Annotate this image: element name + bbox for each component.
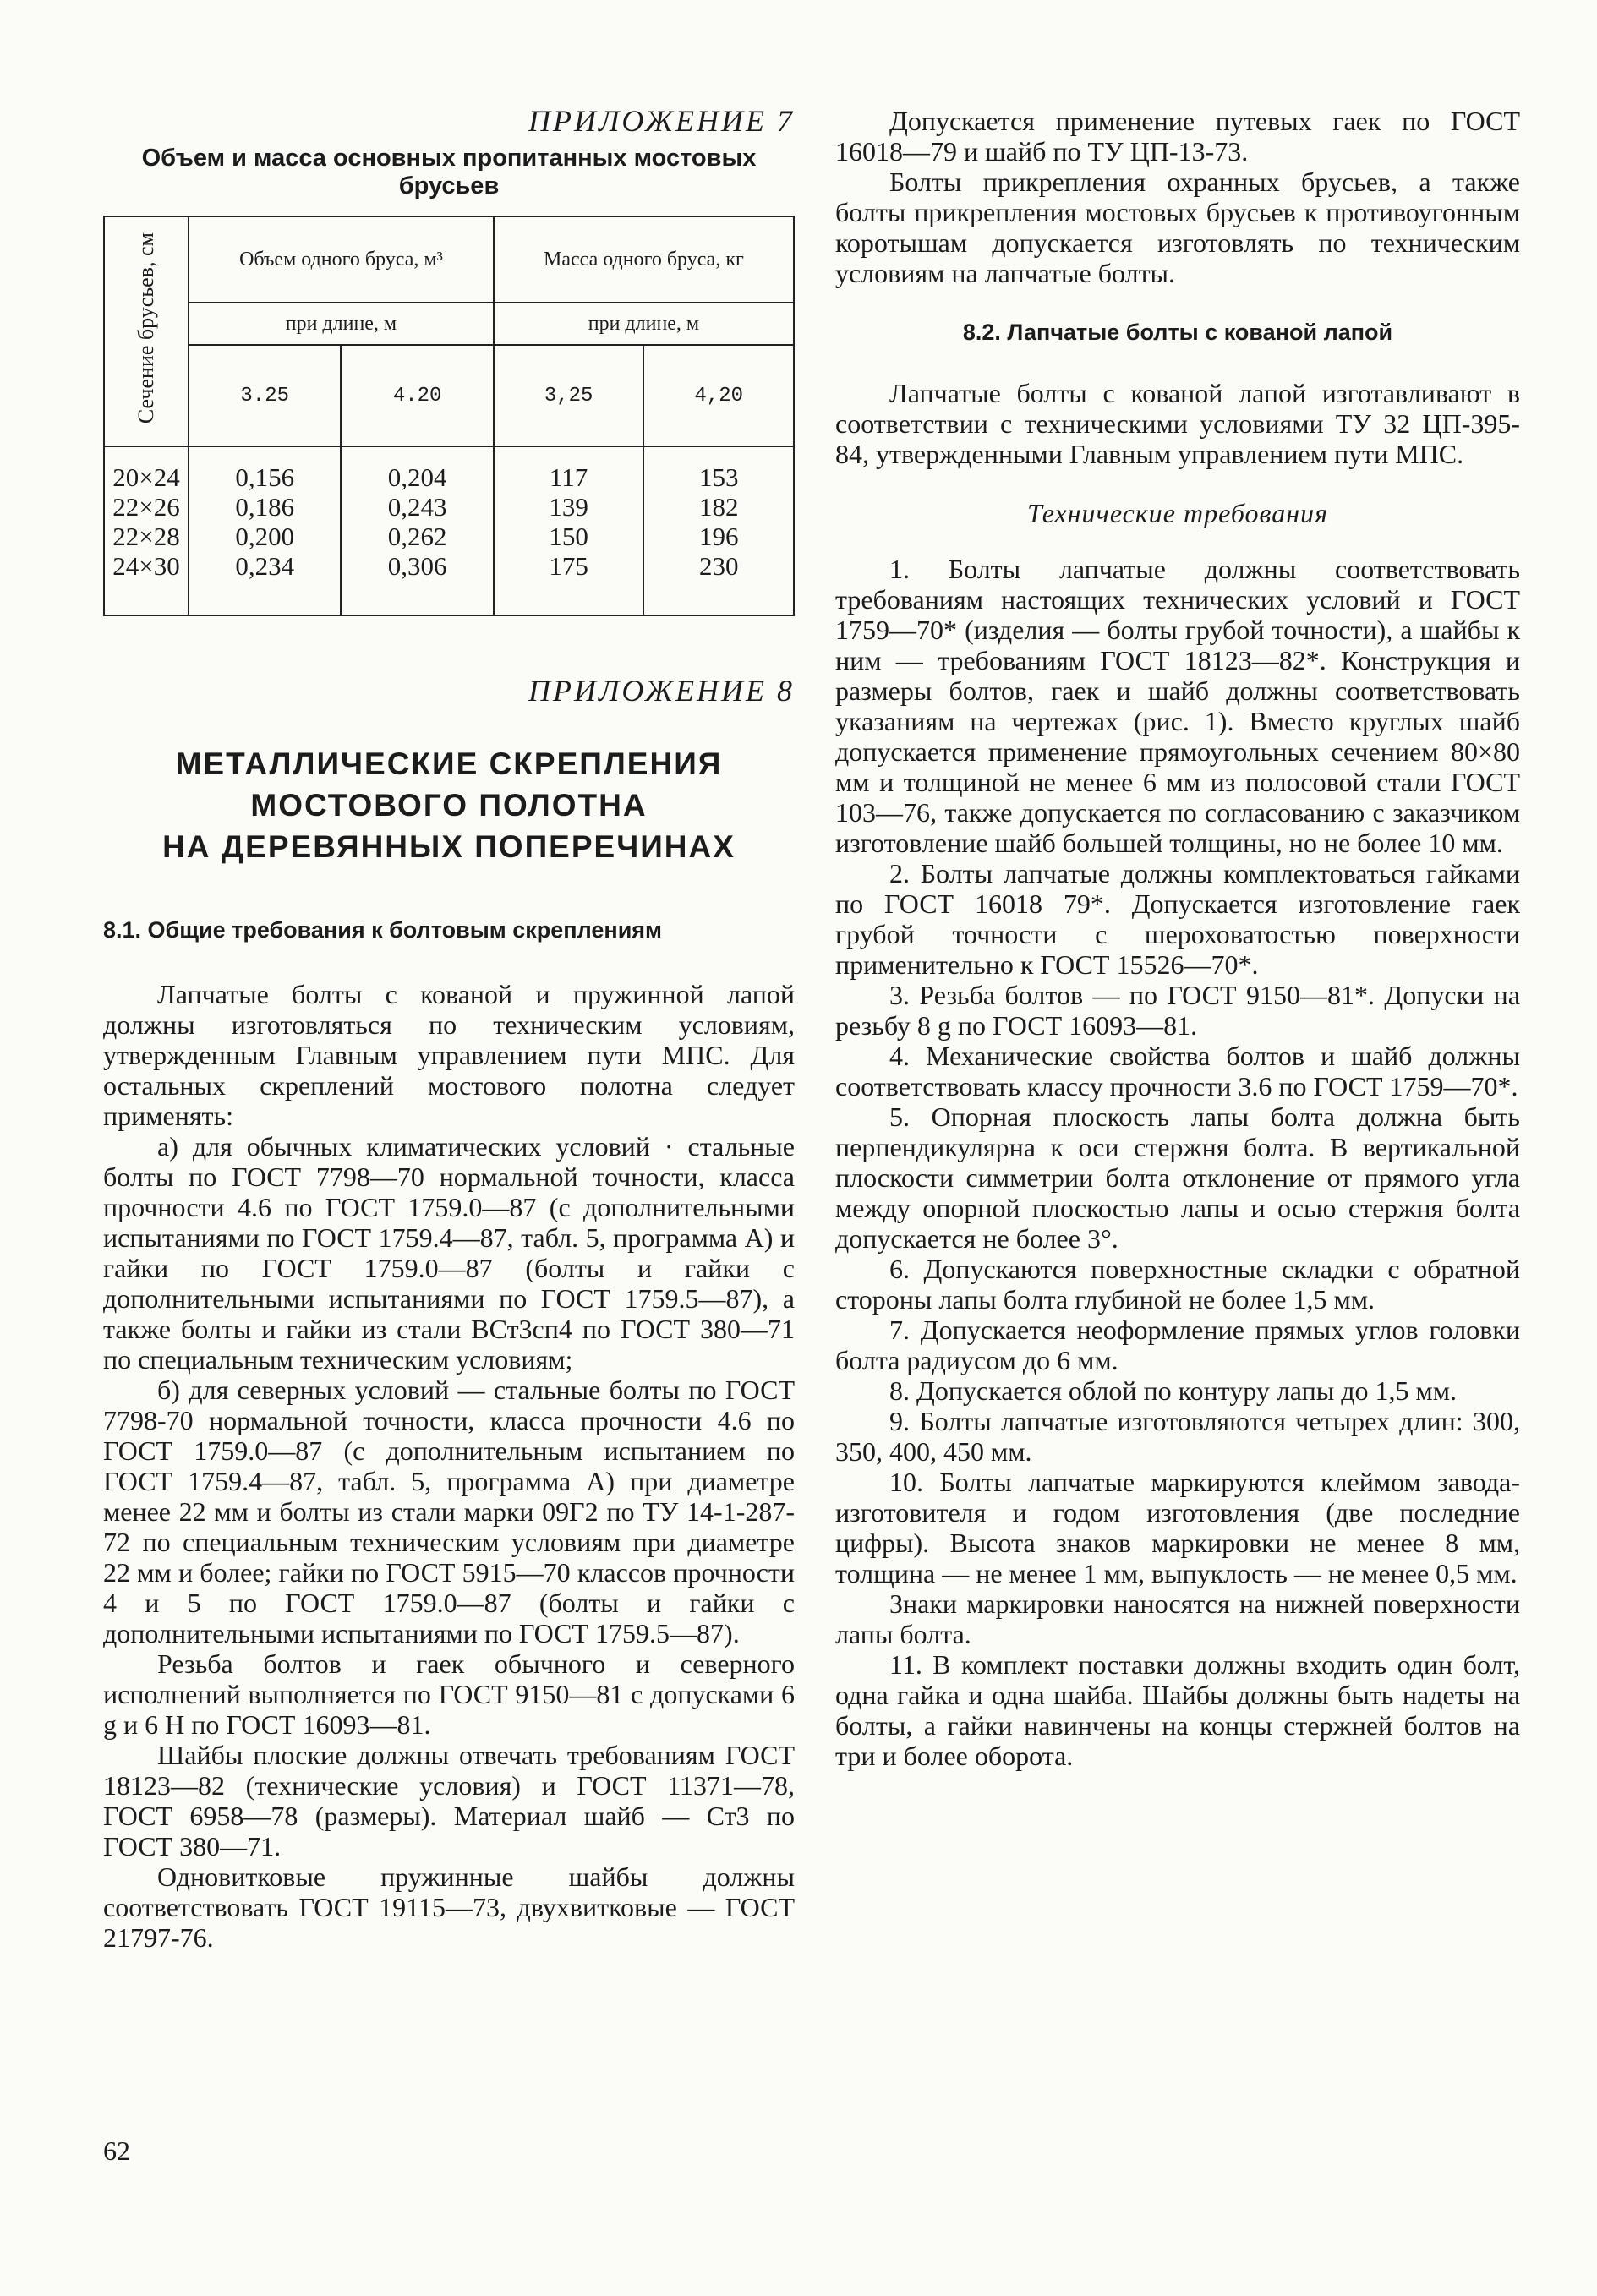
section-8-1-heading: 8.1. Общие требования к болтовым скреплениям (103, 917, 663, 943)
list-item: 2. Болты лапчатые должны комплектоваться гайками по ГОСТ 16018 79*. Допускается изготовление гаек грубой точности с шероховатостью поверхности применительно к ГОСТ 15526—70*. (835, 858, 1520, 980)
appendix-8-title: ПРИЛОЖЕНИЕ 8 (528, 674, 795, 708)
right-column (835, 106, 1520, 1771)
main-title-line-3: НА ДЕРЕВЯННЫХ ПОПЕРЕЧИНАХ (162, 829, 736, 864)
cell-volume-325: 0,200 (189, 522, 341, 551)
length-4-20-mass: 4,20 (643, 345, 794, 446)
main-title-line-2: МОСТОВОГО ПОЛОТНА (250, 788, 648, 823)
section-header (104, 216, 189, 446)
page-number: 62 (103, 2135, 130, 2166)
cell-mass-325: 150 (494, 522, 644, 551)
beam-volume-mass-table (103, 216, 795, 616)
volume-length-label: при длине, м (189, 303, 494, 345)
table-row (104, 522, 794, 551)
cell-volume-325: 0,186 (189, 492, 341, 522)
paragraph: Допускается применение путевых гаек по ГОСТ 16018—79 и шайб по ТУ ЦП-13-73. (835, 106, 1520, 167)
section-header-text: Сечение брусьев, см (134, 232, 158, 424)
technical-requirements-subheading: Технические требования (1027, 498, 1328, 528)
cell-mass-325: 117 (494, 446, 644, 492)
list-item: 5. Опорная плоскость лапы болта должна быть перпендикулярна к оси стержня болта. В вертикальной плоскости симметрии болта отклонение от прямого угла между опорной плоскостью лапы и осью стержня болта допускается не более 3°. (835, 1102, 1520, 1254)
list-item: Знаки маркировки наносятся на нижней поверхности лапы болта. (835, 1588, 1520, 1649)
cell-mass-420: 153 (643, 446, 794, 492)
cell-mass-420: 230 (643, 551, 794, 615)
cell-volume-325: 0,234 (189, 551, 341, 615)
table-title: Объем и масса основных пропитанных мостовых брусьев (141, 145, 757, 200)
cell-mass-420: 182 (643, 492, 794, 522)
paragraph: а) для обычных климатических условий · стальные болты по ГОСТ 7798—70 нормальной точности, класса прочности 4.6 по ГОСТ 1759.0—87 (с дополнительными испытаниями по ГОСТ 1759.4—87, табл. 5, программа А) и гайки по ГОСТ 1759.0—87 (болты и гайки с дополнительными испытаниями по ГОСТ 1759.5—87), а также болты и гайки из стали ВСт3сп4 по ГОСТ 380—71 по специальным техническим условиям; (103, 1131, 795, 1375)
paragraph: Одновитковые пружинные шайбы должны соответствовать ГОСТ 19115—73, двухвитковые — ГОСТ 21797-76. (103, 1861, 795, 1953)
section-8-2-heading: 8.2. Лапчатые болты с кованой лапой (962, 320, 1393, 345)
list-item: 1. Болты лапчатые должны соответствовать требованиям настоящих технических условий и ГОСТ 1759—70* (изделия — болты грубой точности), а шайбы к ним — требованиям ГОСТ 18123—82*. Конструкция и размеры болтов, гаек и шайб должны соответствовать указаниям на чертежах (рис. 1). Вместо круглых шайб допускается применение прямоугольных сечением 80×80 мм и толщиной не менее 6 мм из полосовой стали ГОСТ 103—76, также допускается по согласованию с заказчиком изготовление шайб большей толщины, но не более 10 мм. (835, 554, 1520, 858)
paragraph: Шайбы плоские должны отвечать требованиям ГОСТ 18123—82 (технические условия) и ГОСТ 11371—78, ГОСТ 6958—78 (размеры). Материал шайб — Ст3 по ГОСТ 380—71. (103, 1740, 795, 1861)
list-item: 4. Механические свойства болтов и шайб должны соответствовать классу прочности 3.6 по ГОСТ 1759—70*. (835, 1041, 1520, 1102)
cell-mass-420: 196 (643, 522, 794, 551)
paragraph: Лапчатые болты с кованой лапой изготавливают в соответствии с техническими условиями ТУ 32 ЦП-395-84, утвержденными Главным управлением пути МПС. (835, 378, 1520, 469)
list-item: 11. В комплект поставки должны входить один болт, одна гайка и одна шайба. Шайбы должны быть надеты на болты, а гайки навинчены на концы стержней болтов на три и более оборота. (835, 1649, 1520, 1771)
cell-mass-325: 175 (494, 551, 644, 615)
length-4-20-volume: 4.20 (341, 345, 493, 446)
cell-volume-420: 0,204 (341, 446, 493, 492)
length-3-25-mass: 3,25 (494, 345, 644, 446)
list-item: 7. Допускается неоформление прямых углов головки болта радиусом до 6 мм. (835, 1315, 1520, 1375)
cell-volume-420: 0,306 (341, 551, 493, 615)
list-item: 6. Допускаются поверхностные складки с обратной стороны лапы болта глубиной не более 1,5 мм. (835, 1254, 1520, 1315)
cell-volume-325: 0,156 (189, 446, 341, 492)
mass-header: Масса одного бруса, кг (494, 216, 794, 303)
main-title (103, 743, 795, 867)
cell-volume-420: 0,243 (341, 492, 493, 522)
volume-header: Объем одного бруса, м³ (189, 216, 494, 303)
table-row (104, 492, 794, 522)
requirements-list (835, 554, 1520, 1771)
cell-section: 20×24 (104, 446, 189, 492)
left-column (103, 106, 795, 1953)
list-item: 10. Болты лапчатые маркируются клеймом завода-изготовителя и годом изготовления (две последние цифры). Высота знаков маркировки не менее 8 мм, толщина — не менее 1 мм, выпуклость — не менее 0,5 мм. (835, 1467, 1520, 1588)
cell-section: 22×26 (104, 492, 189, 522)
paragraph: Болты прикрепления охранных брусьев, а также болты прикрепления мостовых брусьев к противоугонным коротышам допускается изготовлять по техническим условиям на лапчатые болты. (835, 167, 1520, 288)
cell-section: 22×28 (104, 522, 189, 551)
appendix-7-title: ПРИЛОЖЕНИЕ 7 (528, 104, 795, 138)
table-row (104, 551, 794, 615)
cell-volume-420: 0,262 (341, 522, 493, 551)
list-item: 3. Резьба болтов — по ГОСТ 9150—81*. Допуски на резьбу 8 g по ГОСТ 16093—81. (835, 980, 1520, 1041)
cell-section: 24×30 (104, 551, 189, 615)
paragraph: б) для северных условий — стальные болты по ГОСТ 7798-70 нормальной точности, класса прочности 4.6 по ГОСТ 1759.0—87 (с дополнительным испытанием по ГОСТ 1759.4—87, табл. 5, программа А) при диаметре менее 22 мм и болты из стали марки 09Г2 по ТУ 14-1-287-72 по специальным техническим условиям при диаметре 22 мм и более; гайки по ГОСТ 5915—70 классов прочности 4 и 5 по ГОСТ 1759.0—87 (болты и гайки с дополнительными испытаниями по ГОСТ 1759.5—87). (103, 1375, 795, 1648)
mass-length-label: при длине, м (494, 303, 794, 345)
table-row (104, 446, 794, 492)
paragraph: Лапчатые болты с кованой и пружинной лапой должны изготовляться по техническим условиям, утвержденным Главным управлением пути МПС. Для остальных скреплений мостового полотна следует применять: (103, 979, 795, 1131)
length-3-25-volume: 3.25 (189, 345, 341, 446)
paragraph: Резьба болтов и гаек обычного и северного исполнений выполняется по ГОСТ 9150—81 с допусками 6 g и 6 H по ГОСТ 16093—81. (103, 1648, 795, 1740)
main-title-line-1: МЕТАЛЛИЧЕСКИЕ СКРЕПЛЕНИЯ (175, 746, 723, 781)
cell-mass-325: 139 (494, 492, 644, 522)
list-item: 8. Допускается облой по контуру лапы до 1,5 мм. (889, 1375, 1457, 1406)
list-item: 9. Болты лапчатые изготовляются четырех длин: 300, 350, 400, 450 мм. (835, 1406, 1520, 1467)
